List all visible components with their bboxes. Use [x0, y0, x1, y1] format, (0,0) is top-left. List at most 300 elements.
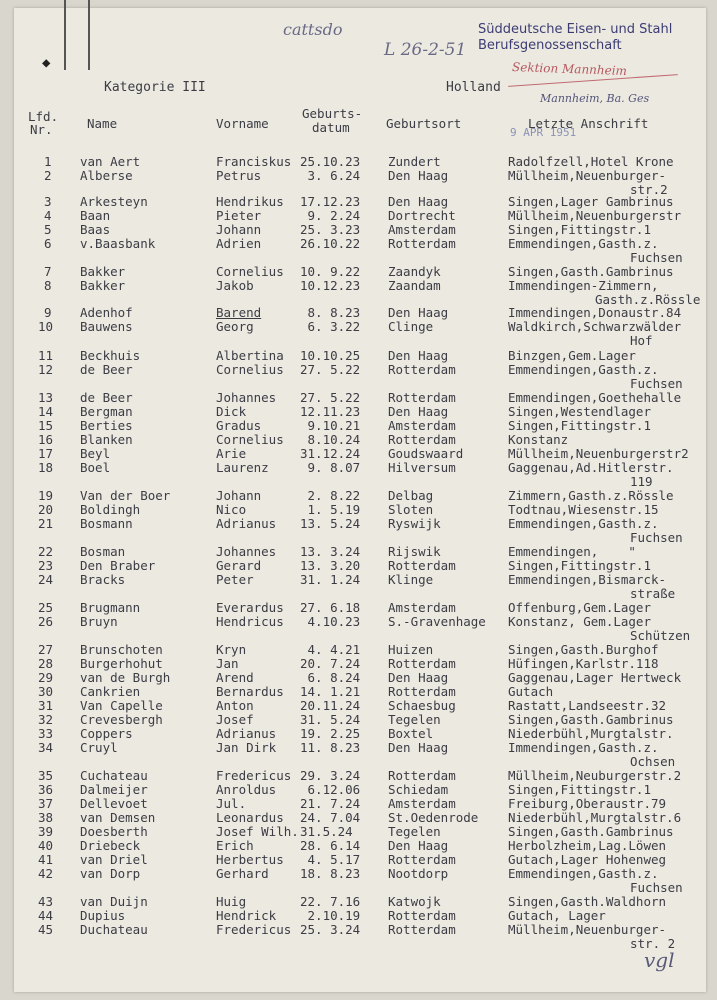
row-address-line: str. 2 — [630, 936, 676, 951]
row-address-line: Immendingen,Donaustr.84 — [508, 305, 682, 320]
row-number: 11 — [38, 348, 54, 363]
row-birthplace: Rotterdam — [388, 908, 456, 923]
row-address-line: Freiburg,Oberaustr.79 — [508, 796, 667, 811]
row-birthdate: 18. 8.23 — [300, 866, 361, 881]
row-birthplace: Rotterdam — [388, 852, 456, 867]
row-birthdate: 31.12.24 — [300, 446, 361, 461]
row-address-line: Emmendingen,Gasth.z. — [508, 866, 659, 881]
row-number: 24 — [38, 572, 54, 587]
row-birthdate: 4.10.23 — [300, 614, 361, 629]
row-name: Van Capelle — [80, 698, 163, 713]
row-address-line: Emmendingen,Gasth.z. — [508, 516, 659, 531]
row-vorname: Herbertus — [216, 852, 284, 867]
row-birthdate: 25. 3.24 — [300, 922, 361, 937]
row-number: 34 — [38, 740, 54, 755]
row-birthplace: Schaesbug — [388, 698, 456, 713]
row-birthdate: 9.10.21 — [300, 418, 361, 433]
signature-initials: vgl — [644, 948, 675, 972]
country-label: Holland — [446, 80, 501, 95]
row-number: 3 — [44, 194, 52, 209]
row-birthdate: 19. 2.25 — [300, 726, 361, 741]
row-birthdate: 4. 5.17 — [300, 852, 361, 867]
row-address-line: 119 — [630, 474, 653, 489]
row-birthplace: Rotterdam — [388, 922, 456, 937]
row-birthdate: 9. 8.07 — [300, 460, 361, 475]
row-vorname: Pieter — [216, 208, 262, 223]
row-address-line: Hüfingen,Karlstr.118 — [508, 656, 659, 671]
row-address-line: Singen,Gasth.Gambrinus — [508, 712, 674, 727]
row-name: Brugmann — [80, 600, 141, 615]
row-number: 6 — [44, 236, 52, 251]
row-vorname: Leonardus — [216, 810, 284, 825]
row-number: 22 — [38, 544, 54, 559]
row-name: Bauwens — [80, 319, 133, 334]
row-birthplace: Den Haag — [388, 838, 449, 853]
row-birthdate: 10. 9.22 — [300, 264, 361, 279]
row-birthplace: Rotterdam — [388, 768, 456, 783]
row-name: van Driel — [80, 852, 148, 867]
row-address-line: Hof — [630, 333, 653, 348]
row-vorname: Johannes — [216, 390, 277, 405]
row-name: Crevesbergh — [80, 712, 163, 727]
row-birthdate: 8.10.24 — [300, 432, 361, 447]
row-number: 39 — [38, 824, 54, 839]
row-number: 29 — [38, 670, 54, 685]
row-name: Arkesteyn — [80, 194, 148, 209]
row-address-line: Offenburg,Gem.Lager — [508, 600, 651, 615]
row-birthdate: 10.12.23 — [300, 278, 361, 293]
row-name: van de Burgh — [80, 670, 171, 685]
row-vorname: Arend — [216, 670, 254, 685]
row-vorname: Kryn — [216, 642, 247, 657]
row-name: Bosman — [80, 544, 126, 559]
row-name: Baas — [80, 222, 111, 237]
row-vorname: Arie — [216, 446, 247, 461]
row-address-line: Emmendingen,Gasth.z. — [508, 362, 659, 377]
handwritten-note-right: Mannheim, Ba. Ges — [540, 92, 650, 105]
row-address-line: Müllheim,Neuenburger- — [508, 922, 667, 937]
column-header-geburt-2: datum — [312, 120, 350, 135]
row-address-line: Fuchsen — [630, 250, 683, 265]
row-birthplace: Goudswaard — [388, 446, 464, 461]
row-name: de Beer — [80, 390, 133, 405]
row-birthplace: S.-Gravenhage — [388, 614, 486, 629]
row-vorname: Josef — [216, 712, 254, 727]
row-birthdate: 27. 5.22 — [300, 362, 361, 377]
row-vorname: Hendrick — [216, 908, 277, 923]
row-birthplace: Den Haag — [388, 670, 449, 685]
row-birthplace: St.Oedenrode — [388, 810, 479, 825]
row-birthdate: 29. 3.24 — [300, 768, 361, 783]
row-birthdate: 14. 1.21 — [300, 684, 361, 699]
institution-stamp — [478, 22, 703, 54]
row-birthdate: 1. 5.19 — [300, 502, 361, 517]
row-vorname: Erich — [216, 838, 254, 853]
institution-line-1: Süddeutsche Eisen- und Stahl — [478, 22, 673, 37]
row-birthdate: 26.10.22 — [300, 236, 361, 251]
row-birthdate: 21. 7.24 — [300, 796, 361, 811]
row-number: 18 — [38, 460, 54, 475]
row-birthplace: Boxtel — [388, 726, 434, 741]
row-vorname: Jan Dirk — [216, 740, 277, 755]
row-name: Cuchateau — [80, 768, 148, 783]
row-birthplace: Den Haag — [388, 740, 449, 755]
row-number: 14 — [38, 404, 54, 419]
row-birthplace: Amsterdam — [388, 222, 456, 237]
handwritten-note-top: cattsdo — [283, 20, 343, 39]
row-birthplace: Rotterdam — [388, 656, 456, 671]
row-vorname: Gradus — [216, 418, 262, 433]
row-name: Den Braber — [80, 558, 156, 573]
row-birthplace: Klinge — [388, 572, 434, 587]
row-vorname: Johann — [216, 488, 262, 503]
row-address-line: Müllheim,Neuenburger- — [508, 168, 667, 183]
row-name: Dellevoet — [80, 796, 148, 811]
row-address-line: Singen,Fittingstr.1 — [508, 782, 651, 797]
row-number: 15 — [38, 418, 54, 433]
row-name: Bergman — [80, 404, 133, 419]
row-number: 28 — [38, 656, 54, 671]
row-number: 38 — [38, 810, 54, 825]
row-number: 33 — [38, 726, 54, 741]
row-birthplace: Clinge — [388, 319, 434, 334]
row-number: 31 — [38, 698, 54, 713]
row-number: 4 — [44, 208, 52, 223]
row-number: 35 — [38, 768, 54, 783]
row-birthdate: 13. 5.24 — [300, 516, 361, 531]
row-birthplace: Rotterdam — [388, 432, 456, 447]
column-header-geburt-1: Geburts- — [302, 106, 363, 121]
row-birthdate: 6. 8.24 — [300, 670, 361, 685]
row-name: Bracks — [80, 572, 126, 587]
row-address-line: Rastatt,Landseestr.32 — [508, 698, 667, 713]
row-number: 45 — [38, 922, 54, 937]
row-address-line: Radolfzell,Hotel Krone — [508, 154, 674, 169]
row-number: 19 — [38, 488, 54, 503]
row-number: 32 — [38, 712, 54, 727]
row-number: 37 — [38, 796, 54, 811]
row-name: Coppers — [80, 726, 133, 741]
row-vorname: Adrien — [216, 236, 262, 251]
row-address-line: Niederbühl,Murgtalstr. — [508, 726, 674, 741]
row-vorname: Johannes — [216, 544, 277, 559]
row-vorname: Anton — [216, 698, 254, 713]
row-vorname: Petrus — [216, 168, 262, 183]
row-number: 21 — [38, 516, 54, 531]
punch-hole-mark: ◆ — [42, 55, 51, 71]
row-name: Cruyl — [80, 740, 118, 755]
row-vorname: Franciskus — [216, 154, 292, 169]
row-number: 8 — [44, 278, 52, 293]
row-birthdate: 6. 3.22 — [300, 319, 361, 334]
row-address-line: Immendingen,Gasth.z. — [508, 740, 659, 755]
row-vorname: Josef Wilh. — [216, 824, 299, 839]
row-birthplace: Huizen — [388, 642, 434, 657]
row-address-line: Singen,Fittingstr.1 — [508, 418, 651, 433]
row-address-line: Konstanz — [508, 432, 569, 447]
institution-line-2: Berufsgenossenschaft — [478, 38, 622, 53]
row-address-line: Binzgen,Gem.Lager — [508, 348, 636, 363]
row-address-line: Todtnau,Wiesenstr.15 — [508, 502, 659, 517]
row-number: 20 — [38, 502, 54, 517]
row-address-line: Niederbühl,Murgtalstr.6 — [508, 810, 682, 825]
row-vorname: Cornelius — [216, 432, 284, 447]
row-birthdate: 11. 8.23 — [300, 740, 361, 755]
row-address-line: Waldkirch,Schwarzwälder — [508, 319, 682, 334]
row-birthdate: 4. 4.21 — [300, 642, 361, 657]
row-birthplace: Ryswijk — [388, 516, 441, 531]
row-birthdate: 13. 3.20 — [300, 558, 361, 573]
column-header-nr-1: Lfd. — [28, 109, 59, 124]
row-address-line: Emmendingen,Gasth.z. — [508, 236, 659, 251]
row-vorname: Peter — [216, 572, 254, 587]
row-vorname: Jan — [216, 656, 239, 671]
row-number: 36 — [38, 782, 54, 797]
row-address-line: Schützen — [630, 628, 691, 643]
row-address-line: Müllheim,Neuenburgerstr2 — [508, 446, 689, 461]
row-name: van Dorp — [80, 866, 141, 881]
row-birthplace: Rotterdam — [388, 558, 456, 573]
row-vorname: Johann — [216, 222, 262, 237]
row-address-line: Singen,Fittingstr.1 — [508, 558, 651, 573]
row-address-line: Fuchsen — [630, 530, 683, 545]
row-number: 26 — [38, 614, 54, 629]
column-header-name: Name — [87, 116, 118, 131]
folder-tab — [64, 0, 90, 70]
row-vorname: Bernardus — [216, 684, 284, 699]
row-birthplace: Hilversum — [388, 460, 456, 475]
row-address-line: Fuchsen — [630, 376, 683, 391]
row-name: Dalmeijer — [80, 782, 148, 797]
row-vorname: Albertina — [216, 348, 284, 363]
row-birthplace: Den Haag — [388, 404, 449, 419]
column-header-vorname: Vorname — [216, 116, 269, 131]
row-birthdate: 31.5.24 — [300, 824, 353, 839]
row-number: 27 — [38, 642, 54, 657]
row-vorname: Gerard — [216, 558, 262, 573]
row-name: Berties — [80, 418, 133, 433]
row-number: 13 — [38, 390, 54, 405]
row-address-line: Müllheim,Neuenburgerstr — [508, 208, 682, 223]
column-header-geburtsort: Geburtsort — [386, 116, 462, 131]
row-birthdate: 25.10.23 — [300, 154, 361, 169]
row-vorname: Georg — [216, 319, 254, 334]
row-birthplace: Rotterdam — [388, 362, 456, 377]
row-address-line: str.2 — [630, 182, 668, 197]
row-vorname: Hendricus — [216, 614, 284, 629]
row-birthplace: Sloten — [388, 502, 434, 517]
row-address-line: Gutach, Lager — [508, 908, 606, 923]
row-birthdate: 6.12.06 — [300, 782, 361, 797]
row-vorname: Jakob — [216, 278, 254, 293]
row-name: Bakker — [80, 278, 126, 293]
row-birthdate: 28. 6.14 — [300, 838, 361, 853]
row-address-line: Singen,Lager Gambrinus — [508, 194, 674, 209]
row-birthplace: Den Haag — [388, 305, 449, 320]
row-number: 9 — [44, 305, 52, 320]
row-vorname: Laurenz — [216, 460, 269, 475]
row-address-line: Gasth.z.Rössle — [595, 292, 701, 307]
row-birthdate: 3. 6.24 — [300, 168, 361, 183]
row-name: Boel — [80, 460, 111, 475]
row-name: de Beer — [80, 362, 133, 377]
row-name: Boldingh — [80, 502, 141, 517]
row-address-line: Emmendingen,Bismarck- — [508, 572, 667, 587]
red-stamp: Sektion Mannheim — [511, 59, 628, 79]
row-vorname: Gerhard — [216, 866, 269, 881]
row-birthplace: Schiedam — [388, 782, 449, 797]
row-birthplace: Den Haag — [388, 348, 449, 363]
row-address-line: Singen,Fittingstr.1 — [508, 222, 651, 237]
row-address-line: Singen,Gasth.Burghof — [508, 642, 659, 657]
row-address-line: Singen,Westendlager — [508, 404, 651, 419]
row-address-line: Gutach,Lager Hohenweg — [508, 852, 667, 867]
row-birthplace: Rotterdam — [388, 236, 456, 251]
row-name: Beckhuis — [80, 348, 141, 363]
row-number: 16 — [38, 432, 54, 447]
row-address-line: Fuchsen — [630, 880, 683, 895]
row-name: Burgerhohut — [80, 656, 163, 671]
row-address-line: Gutach — [508, 684, 554, 699]
row-birthdate: 22. 7.16 — [300, 894, 361, 909]
row-vorname: Fredericus — [216, 922, 292, 937]
row-name: Van der Boer — [80, 488, 171, 503]
row-birthdate: 12.11.23 — [300, 404, 361, 419]
row-address-line: straße — [630, 586, 676, 601]
row-birthplace: Tegelen — [388, 712, 441, 727]
row-birthdate: 17.12.23 — [300, 194, 361, 209]
row-birthplace: Den Haag — [388, 168, 449, 183]
row-name: Adenhof — [80, 305, 133, 320]
row-number: 42 — [38, 866, 54, 881]
row-name: Doesberth — [80, 824, 148, 839]
row-name: Alberse — [80, 168, 133, 183]
row-name: Duchateau — [80, 922, 148, 937]
row-address-line: Immendingen-Zimmern, — [508, 278, 659, 293]
row-number: 30 — [38, 684, 54, 699]
row-vorname: Cornelius — [216, 264, 284, 279]
row-number: 44 — [38, 908, 54, 923]
category-label: Kategorie III — [104, 80, 206, 95]
row-birthdate: 9. 2.24 — [300, 208, 361, 223]
row-birthplace: Zaandam — [388, 278, 441, 293]
row-number: 25 — [38, 600, 54, 615]
row-address-line: Zimmern,Gasth.z.Rössle — [508, 488, 674, 503]
faint-date-stamp: 9 APR 1951 — [510, 126, 577, 139]
row-vorname: Huig — [216, 894, 247, 909]
row-address-line: Konstanz, Gem.Lager — [508, 614, 651, 629]
row-birthplace: Rotterdam — [388, 390, 456, 405]
row-number: 40 — [38, 838, 54, 853]
row-birthplace: Amsterdam — [388, 418, 456, 433]
row-birthplace: Tegelen — [388, 824, 441, 839]
row-vorname: Cornelius — [216, 362, 284, 377]
row-number: 43 — [38, 894, 54, 909]
row-name: Brunschoten — [80, 642, 163, 657]
row-vorname: Nico — [216, 502, 247, 517]
row-vorname: Anroldus — [216, 782, 277, 797]
row-name: van Duijn — [80, 894, 148, 909]
row-name: van Aert — [80, 154, 141, 169]
row-birthdate: 31. 5.24 — [300, 712, 361, 727]
row-number: 5 — [44, 222, 52, 237]
row-address-line: Gaggenau,Ad.Hitlerstr. — [508, 460, 674, 475]
row-name: Dupius — [80, 908, 126, 923]
row-birthdate: 2. 8.22 — [300, 488, 361, 503]
row-birthdate: 10.10.25 — [300, 348, 361, 363]
row-birthplace: Zaandyk — [388, 264, 441, 279]
row-name: Bakker — [80, 264, 126, 279]
row-birthplace: Rijswik — [388, 544, 441, 559]
row-address-line: Emmendingen,Goethehalle — [508, 390, 682, 405]
row-birthdate: 2.10.19 — [300, 908, 361, 923]
row-vorname: Jul. — [216, 796, 247, 811]
row-address-line: Emmendingen, " — [508, 544, 636, 559]
row-number: 12 — [38, 362, 54, 377]
row-number: 41 — [38, 852, 54, 867]
row-number: 7 — [44, 264, 52, 279]
row-address-line: Müllheim,Neuburgerstr.2 — [508, 768, 682, 783]
row-address-line: Singen,Gasth.Gambrinus — [508, 824, 674, 839]
handwritten-reference: L 26-2-51 — [384, 40, 467, 60]
row-name: Cankrien — [80, 684, 141, 699]
row-name: Baan — [80, 208, 111, 223]
row-birthdate: 20. 7.24 — [300, 656, 361, 671]
row-vorname: Everardus — [216, 600, 284, 615]
row-birthplace: Katwojk — [388, 894, 441, 909]
row-address-line: Singen,Gasth.Waldhorn — [508, 894, 667, 909]
row-number: 23 — [38, 558, 54, 573]
row-number: 1 — [44, 154, 52, 169]
row-name: Driebeck — [80, 838, 141, 853]
row-birthdate: 31. 1.24 — [300, 572, 361, 587]
row-birthdate: 8. 8.23 — [300, 305, 361, 320]
row-address-line: Singen,Gasth.Gambrinus — [508, 264, 674, 279]
row-vorname: Hendrikus — [216, 194, 284, 209]
row-number: 10 — [38, 319, 54, 334]
row-number: 2 — [44, 168, 52, 183]
row-name: v.Baasbank — [80, 236, 156, 251]
row-name: van Demsen — [80, 810, 156, 825]
row-birthplace: Nootdorp — [388, 866, 449, 881]
row-birthdate: 20.11.24 — [300, 698, 361, 713]
row-birthplace: Amsterdam — [388, 796, 456, 811]
row-vorname: Adrianus — [216, 516, 277, 531]
row-birthplace: Zundert — [388, 154, 441, 169]
row-vorname: Fredericus — [216, 768, 292, 783]
row-vorname: Barend — [216, 305, 262, 320]
row-birthdate: 24. 7.04 — [300, 810, 361, 825]
row-birthplace: Dortrecht — [388, 208, 456, 223]
row-birthdate: 13. 3.24 — [300, 544, 361, 559]
row-birthplace: Delbag — [388, 488, 434, 503]
row-address-line: Herbolzheim,Lag.Löwen — [508, 838, 667, 853]
row-birthdate: 27. 6.18 — [300, 600, 361, 615]
row-birthdate: 27. 5.22 — [300, 390, 361, 405]
row-birthplace: Amsterdam — [388, 600, 456, 615]
column-header-anschrift: Letzte Anschrift — [528, 116, 649, 131]
column-header-nr-2: Nr. — [30, 122, 53, 137]
row-birthplace: Den Haag — [388, 194, 449, 209]
row-name: Beyl — [80, 446, 111, 461]
row-vorname: Dick — [216, 404, 247, 419]
row-birthdate: 25. 3.23 — [300, 222, 361, 237]
row-birthplace: Rotterdam — [388, 684, 456, 699]
row-address-line: Ochsen — [630, 754, 676, 769]
row-address-line: Gaggenau,Lager Hertweck — [508, 670, 682, 685]
row-vorname: Adrianus — [216, 726, 277, 741]
row-number: 17 — [38, 446, 54, 461]
